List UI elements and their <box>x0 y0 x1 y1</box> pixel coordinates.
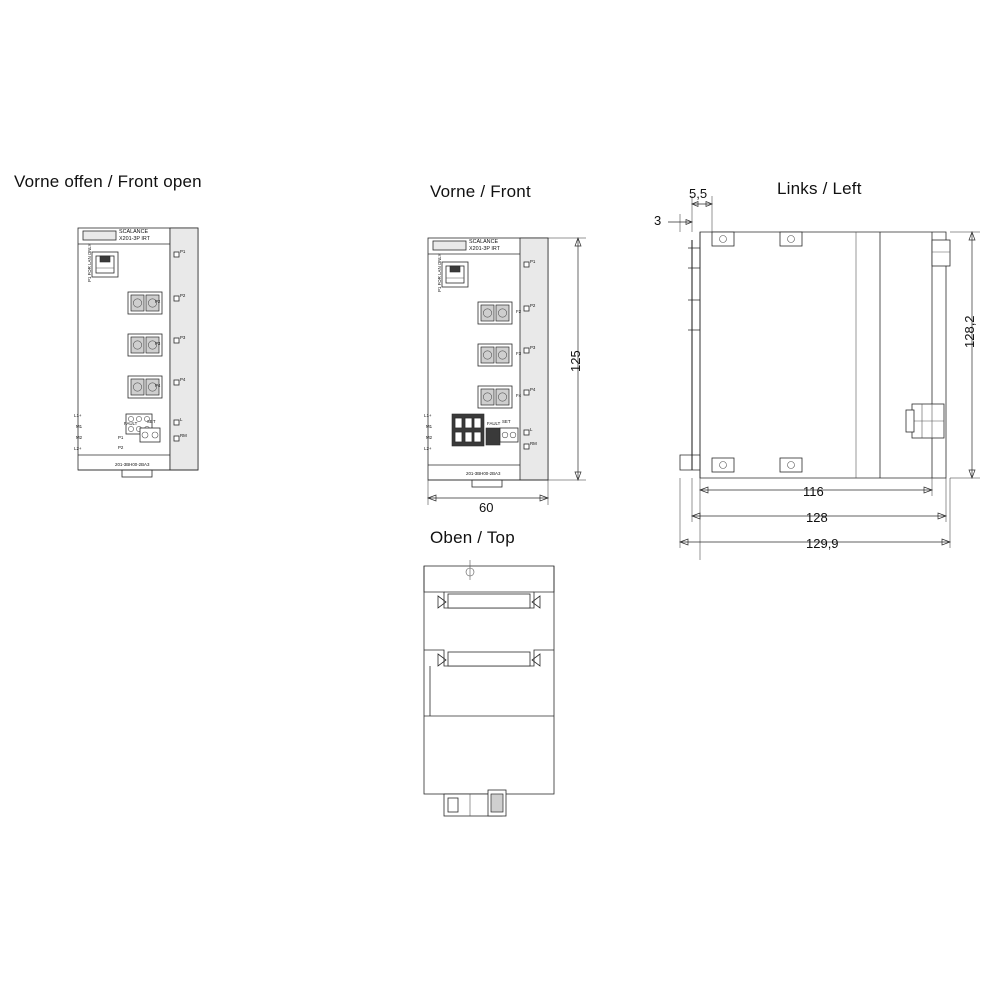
front-led-p2: P2 <box>530 303 536 308</box>
dim-front-height: 125 <box>568 350 583 372</box>
front-open-port-label-p2: P2 <box>155 299 161 304</box>
front-open-terminal-l2: L2+ <box>74 446 82 451</box>
front-open-terminal-m1: M1 <box>76 424 83 429</box>
view-title-top: Oben / Top <box>430 528 515 547</box>
front-terminal-l2: L2+ <box>424 446 432 451</box>
view-title-front-open: Vorne offen / Front open <box>14 172 202 191</box>
front-set-label: SET <box>502 419 511 424</box>
front-open-led-p1: P1 <box>180 249 186 254</box>
dim-front-width: 60 <box>479 500 494 515</box>
front-open-port-label-p3: P3 <box>155 341 161 346</box>
front-open-fault-label: FAULT <box>124 421 138 426</box>
front-open-led-p2: P2 <box>180 293 186 298</box>
view-title-front: Vorne / Front <box>430 182 531 201</box>
dim-left-depth-128: 128 <box>806 510 828 525</box>
front-led-rm: RM <box>530 441 537 446</box>
dim-left-depth-116: 116 <box>803 484 824 499</box>
front-product-line: SCALANCE <box>469 239 499 245</box>
dim-left-depth-1299: 129,9 <box>806 536 839 551</box>
front-open-led-l: L <box>180 417 183 422</box>
front-open-signal-p2: P2 <box>118 445 124 450</box>
dim-left-height: 128,2 <box>962 315 977 348</box>
front-fiber-f3: F3 <box>516 351 522 356</box>
front-open-terminal-m2: M2 <box>76 435 83 440</box>
front-open-model: X201-3P IRT <box>119 236 150 242</box>
front-open-set-label: SET <box>147 419 156 424</box>
front-fiber-f4: F4 <box>516 393 522 398</box>
front-open-product-line: SCALANCE <box>119 229 149 235</box>
front-open-led-p4: P4 <box>180 377 186 382</box>
front-open-port-label-p4: P4 <box>155 383 161 388</box>
front-led-p3: P3 <box>530 345 536 350</box>
front-led-p1: P1 <box>530 259 536 264</box>
front-model: X201-3P IRT <box>469 246 500 252</box>
front-order-number: 201-3BH00-2BA3 <box>466 471 501 476</box>
front-open-led-rm: RM <box>180 433 187 438</box>
front-open-port-note: P1 FOR LAN ONLY <box>87 243 92 282</box>
front-open-signal-p1: P1 <box>118 435 124 440</box>
front-open-order-number: 201-3BH00-2BA3 <box>115 462 150 467</box>
front-port-note: P1 FOR LAN ONLY <box>437 253 442 292</box>
dim-left-small-1: 5,5 <box>689 186 708 201</box>
front-open-terminal-l1: L1+ <box>74 413 82 418</box>
front-led-l: L <box>530 427 533 432</box>
front-fiber-f2: F2 <box>516 309 522 314</box>
front-terminal-l1: L1+ <box>424 413 432 418</box>
front-fault-label: FAULT <box>487 421 501 426</box>
view-title-left: Links / Left <box>777 179 862 198</box>
front-led-p4: P4 <box>530 387 536 392</box>
front-open-led-p3: P3 <box>180 335 186 340</box>
front-terminal-m1: M1 <box>426 424 433 429</box>
front-terminal-m2: M2 <box>426 435 433 440</box>
dim-left-small-2: 3 <box>654 213 662 228</box>
